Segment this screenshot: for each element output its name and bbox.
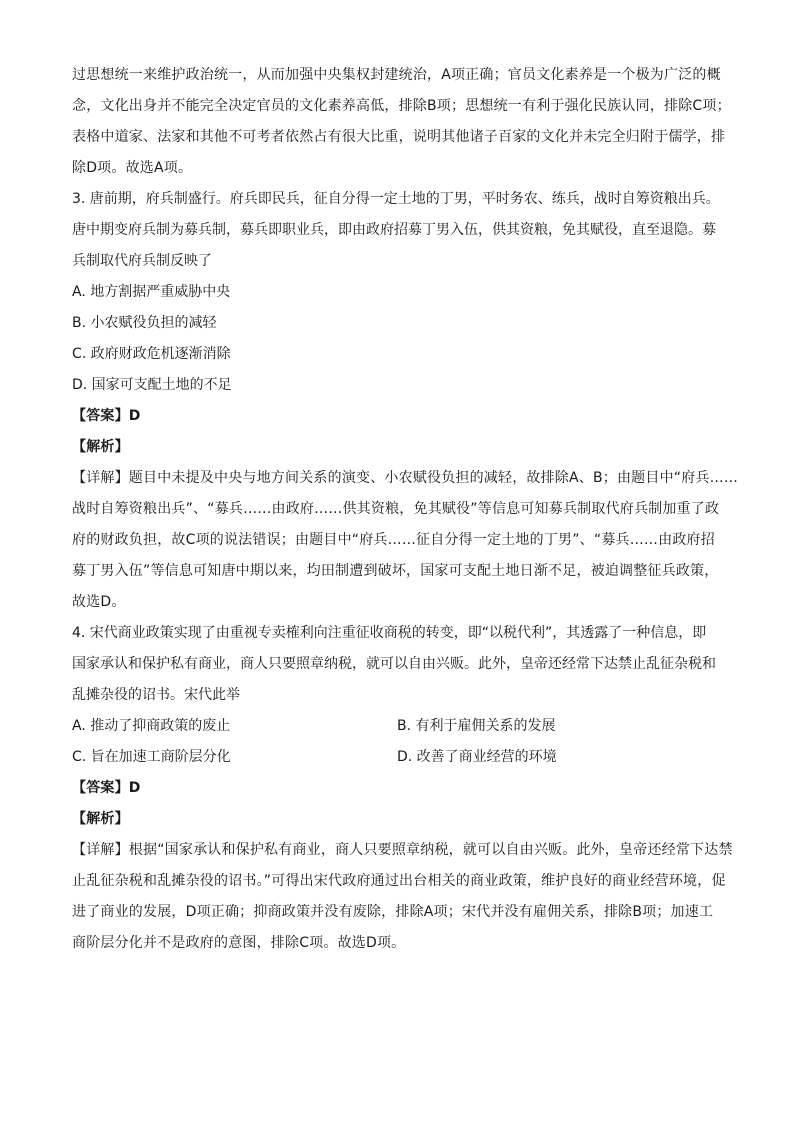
question-stem-line: 4. 宋代商业政策实现了由重视专卖榷利向注重征收商税的转变，即“以税代利”，其透露了一种信息，即 (72, 625, 707, 641)
option-d: D. 国家可支配土地的不足 (72, 377, 232, 393)
option-c: C. 政府财政危机逐渐消除 (72, 346, 231, 362)
text-line: 除D项。故选A项。 (72, 160, 193, 176)
question-stem-line: 唐中期变府兵制为募兵制，募兵即职业兵，即由政府招募丁男入伍，供其资粮，免其赋役，直至退隐。募 (72, 222, 716, 238)
question-4 (72, 618, 733, 959)
text-line: 表格中道家、法家和其他不可考者依然占有很大比重，说明其他诸子百家的文化并未完全归附于儒学，排 (72, 129, 726, 145)
detail-line: 【详解】根据“国家承认和保护私有商业，商人只要照章纳税，就可以自由兴贩。此外，皇帝还经常下达禁 (72, 842, 733, 858)
analysis-label: 【解析】 (72, 811, 129, 827)
option-c: C. 旨在加速工商阶层分化 (72, 749, 231, 765)
analysis-label: 【解析】 (72, 439, 129, 455)
detail-line: 故选D。 (72, 594, 126, 610)
question-stem-line: 3. 唐前期，府兵制盛行。府兵即民兵，征自分得一定土地的丁男，平时务农、练兵，战时自筹资粮出兵。 (72, 191, 720, 207)
answer-label: 【答案】D (72, 780, 141, 796)
document-page (72, 60, 739, 959)
detail-line: 止乱征杂税和乱摊杂役的诏书。”可得出宋代政府通过出台相关的商业政策，维护良好的商业经营环境，促 (72, 873, 726, 889)
text-line: 念，文化出身并不能完全决定官员的文化素养高低，排除B项；思想统一有利于强化民族认同，排除C项； (72, 98, 731, 114)
detail-line: 募丁男入伍”等信息可知唐中期以来，均田制遭到破坏，国家可支配土地日渐不足，被迫调整征兵政策， (72, 563, 719, 579)
options-row (72, 711, 724, 742)
question-stem-line: 乱摊杂役的诏书。宋代此举 (72, 687, 240, 703)
options-row (72, 742, 724, 773)
option-b: B. 有利于雇佣关系的发展 (397, 718, 556, 734)
question-stem-line: 兵制取代府兵制反映了 (72, 253, 212, 269)
option-d: D. 改善了商业经营的环境 (397, 749, 557, 765)
option-a: A. 推动了抑商政策的废止 (72, 718, 231, 734)
detail-line: 进了商业的发展，D项正确；抑商政策并没有废除，排除A项；宋代并没有雇佣关系，排除B项；加速工 (72, 904, 714, 920)
question-3 (72, 184, 739, 618)
answer-label: 【答案】D (72, 408, 141, 424)
detail-line: 商阶层分化并不是政府的意图，排除C项。故选D项。 (72, 935, 406, 951)
previous-answer-continuation (72, 60, 731, 184)
option-b: B. 小农赋役负担的减轻 (72, 315, 217, 331)
text-line: 过思想统一来维护政治统一，从而加强中央集权封建统治，A项正确；官员文化素养是一个极为广泛的概 (72, 67, 721, 83)
option-a: A. 地方割据严重威胁中央 (72, 284, 231, 300)
detail-line: 府的财政负担，故C项的说法错误；由题目中“府兵……征自分得一定土地的丁男”、“募兵……由政府招 (72, 532, 715, 548)
detail-line: 战时自筹资粮出兵”、“募兵……由政府……供其资粮，免其赋役”等信息可知募兵制取代府兵制加重了政 (72, 501, 720, 517)
question-stem-line: 国家承认和保护私有商业，商人只要照章纳税，就可以自由兴贩。此外，皇帝还经常下达禁止乱征杂税和 (72, 656, 716, 672)
detail-line: 【详解】题目中未提及中央与地方间关系的演变、小农赋役负担的减轻，故排除A、B；由题目中“府兵…… (72, 470, 739, 486)
